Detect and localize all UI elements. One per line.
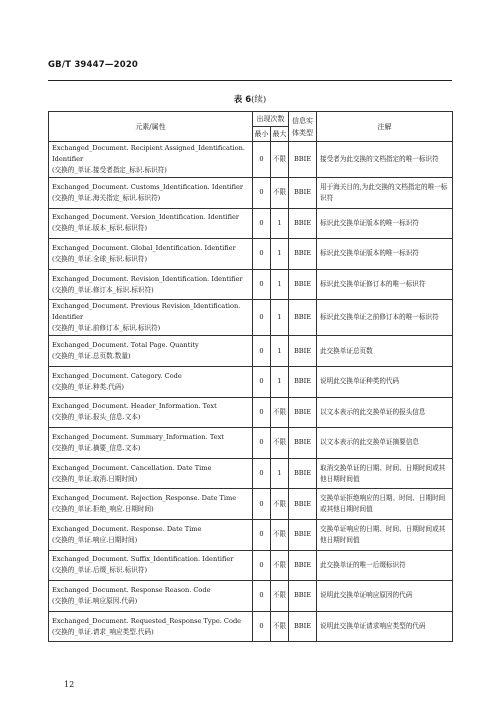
table-row — [49, 336, 453, 367]
header-note: 注解 — [317, 112, 453, 142]
element-english-name: Exchanged_Document. Header_Information. Text — [52, 402, 217, 411]
table-row — [49, 519, 453, 550]
element-chinese-name: (交换的_单证.响应原因.代码) — [52, 596, 138, 605]
table-caption — [0, 93, 500, 105]
header-info-type — [289, 112, 317, 142]
element-chinese-name: (交换的_单证.报头_信息.文本) — [52, 413, 141, 422]
header-rule — [48, 80, 452, 81]
element-cell — [49, 336, 253, 367]
element-cell — [49, 300, 253, 336]
table-row — [49, 269, 453, 300]
min-occurrence-cell: 0 — [253, 581, 271, 612]
info-type-cell: BBIE — [289, 366, 317, 397]
note-cell: 标识此交换单证版本的唯一标识符 — [317, 208, 453, 239]
note-cell: 说明此交换单证种类的代码 — [317, 366, 453, 397]
note-cell: 说明此交换单证请求响应类型的代码 — [317, 611, 453, 642]
info-type-cell: BBIE — [289, 458, 317, 489]
element-english-name: Exchanged_Document. Category. Code — [52, 371, 182, 380]
element-chinese-name: (交换的_单证.后缀_标识.标识符) — [52, 566, 148, 575]
element-english-name: Exchanged_Document. Response Reason. Code — [52, 585, 211, 594]
element-english-name: Exchanged_Document. Response. Date Time — [52, 524, 202, 533]
info-type-cell: BBIE — [289, 581, 317, 612]
max-occurrence-cell: 不限 — [271, 550, 289, 581]
min-occurrence-cell: 0 — [253, 428, 271, 459]
element-english-name: Exchanged_Document. Requested_Response Type. Code — [52, 616, 242, 625]
element-chinese-name: (交换的_单证.摘要_信息.文本) — [52, 443, 141, 452]
info-type-cell: BBIE — [289, 519, 317, 550]
element-cell — [49, 269, 253, 300]
min-occurrence-cell: 0 — [253, 366, 271, 397]
element-cell — [49, 581, 253, 612]
element-cell — [49, 178, 253, 209]
element-english-name: Exchanged_Document. Rejection_Response. Date Time — [52, 494, 237, 503]
note-cell: 此交换单证总页数 — [317, 336, 453, 367]
element-english-name: Exchanged_Document. Revision_Identification. Identifier — [52, 274, 243, 283]
max-occurrence-cell: 1 — [271, 300, 289, 336]
note-cell: 以文本表示的此交换单证摘要信息 — [317, 428, 453, 459]
table-row — [49, 489, 453, 520]
element-chinese-name: (交换的_单证.拒绝_响应.日期时间) — [52, 505, 154, 514]
table-row — [49, 142, 453, 178]
header-element: 元素/属性 — [49, 112, 253, 142]
element-chinese-name: (交换的_单证.海关指定_标识.标识符) — [52, 193, 161, 202]
min-occurrence-cell: 0 — [253, 550, 271, 581]
element-cell — [49, 142, 253, 178]
element-chinese-name: (交换的_单证.前修订本_标识.标识符) — [52, 324, 161, 333]
info-type-cell: BBIE — [289, 300, 317, 336]
note-cell: 接受者为此交换的文档指定的唯一标识符 — [317, 142, 453, 178]
note-cell: 取消交换单证的日期、时间、日期时间或其他日期时间值 — [317, 458, 453, 489]
max-occurrence-cell: 不限 — [271, 519, 289, 550]
element-chinese-name: (交换的_单证.请求_响应类型.代码) — [52, 627, 154, 636]
element-cell — [49, 519, 253, 550]
element-english-name: Exchanged_Document. Summary_Information. Text — [52, 432, 225, 441]
header-max: 最大 — [271, 127, 289, 142]
max-occurrence-cell: 不限 — [271, 489, 289, 520]
note-cell: 标识此交换单证修订本的唯一标识符 — [317, 269, 453, 300]
info-type-cell: BBIE — [289, 489, 317, 520]
element-english-name: Exchanged_Document. Cancellation. Date Time — [52, 463, 212, 472]
element-cell — [49, 239, 253, 270]
min-occurrence-cell: 0 — [253, 142, 271, 178]
element-cell — [49, 397, 253, 428]
info-type-cell: BBIE — [289, 550, 317, 581]
min-occurrence-cell: 0 — [253, 397, 271, 428]
min-occurrence-cell: 0 — [253, 458, 271, 489]
element-chinese-name: (交换的_单证.取消.日期时间) — [52, 474, 138, 483]
element-cell — [49, 366, 253, 397]
max-occurrence-cell: 不限 — [271, 581, 289, 612]
max-occurrence-cell: 不限 — [271, 611, 289, 642]
max-occurrence-cell: 1 — [271, 366, 289, 397]
table-row — [49, 581, 453, 612]
min-occurrence-cell: 0 — [253, 611, 271, 642]
max-occurrence-cell: 1 — [271, 239, 289, 270]
note-cell: 交换单证拒绝响应的日期、时间、日期时间或其他日期时间值 — [317, 489, 453, 520]
element-english-name: Exchanged_Document. Recipient Assigned_Identification. Identifier — [52, 144, 245, 163]
element-cell — [49, 550, 253, 581]
note-cell: 此交换单证的唯一后缀标识符 — [317, 550, 453, 581]
info-type-cell: BBIE — [289, 239, 317, 270]
max-occurrence-cell: 1 — [271, 336, 289, 367]
table-caption-label: 表 6 — [233, 95, 252, 105]
element-chinese-name: (交换的_单证.修订本_标识.标识符) — [52, 285, 154, 294]
element-english-name: Exchanged_Document. Version_Identification. Identifier — [52, 213, 240, 222]
header-info-type-line1: 信息实 — [292, 116, 313, 125]
element-english-name: Exchanged_Document. Previous Revision_Identification. Identifier — [52, 302, 241, 322]
table-row — [49, 397, 453, 428]
table-body — [49, 142, 453, 642]
note-cell: 交换单证响应的日期、时间、日期时间或其他日期时间值 — [317, 519, 453, 550]
element-cell — [49, 208, 253, 239]
max-occurrence-cell: 不限 — [271, 428, 289, 459]
max-occurrence-cell: 1 — [271, 269, 289, 300]
info-type-cell: BBIE — [289, 611, 317, 642]
note-cell: 用于海关目的,为此交换的文档指定的唯一标识符 — [317, 178, 453, 209]
note-cell: 说明此交换单证响应原因的代码 — [317, 581, 453, 612]
element-english-name: Exchanged_Document. Customs_Identification. Identifier — [52, 182, 244, 191]
min-occurrence-cell: 0 — [253, 269, 271, 300]
max-occurrence-cell: 不限 — [271, 142, 289, 178]
table-row — [49, 300, 453, 336]
element-chinese-name: (交换的_单证.全球_标识.标识符) — [52, 254, 148, 263]
min-occurrence-cell: 0 — [253, 489, 271, 520]
max-occurrence-cell: 不限 — [271, 178, 289, 209]
min-occurrence-cell: 0 — [253, 519, 271, 550]
info-type-cell: BBIE — [289, 397, 317, 428]
element-chinese-name: (交换的_单证.接受者指定_标识.标识符) — [52, 166, 167, 174]
note-cell: 以文本表示的此交换单证的报头信息 — [317, 397, 453, 428]
table-row — [49, 178, 453, 209]
table-row — [49, 458, 453, 489]
max-occurrence-cell: 1 — [271, 458, 289, 489]
element-english-name: Exchanged_Document. Total Page. Quantity — [52, 341, 199, 350]
min-occurrence-cell: 0 — [253, 336, 271, 367]
header-occurrence: 出现次数 — [253, 112, 289, 127]
header-min: 最小 — [253, 127, 271, 142]
info-type-cell: BBIE — [289, 428, 317, 459]
note-cell: 标识此交换单证之前修订本的唯一标识符 — [317, 300, 453, 336]
page-number: 12 — [64, 680, 75, 689]
min-occurrence-cell: 0 — [253, 208, 271, 239]
max-occurrence-cell: 1 — [271, 208, 289, 239]
element-chinese-name: (交换的_单证.响应.日期时间) — [52, 535, 138, 544]
element-english-name: Exchanged_Document. Global_Identification. Identifier — [52, 243, 236, 252]
element-chinese-name: (交换的_单证.版本_标识.标识符) — [52, 224, 148, 233]
table-row — [49, 366, 453, 397]
note-cell: 标识此交换单证版本的唯一标识符 — [317, 239, 453, 270]
info-type-cell: BBIE — [289, 178, 317, 209]
element-english-name: Exchanged_Document. Suffix_Identification. Identifier — [52, 555, 234, 564]
element-cell — [49, 611, 253, 642]
info-type-cell: BBIE — [289, 336, 317, 367]
min-occurrence-cell: 0 — [253, 178, 271, 209]
min-occurrence-cell: 0 — [253, 300, 271, 336]
element-cell — [49, 428, 253, 459]
table-row — [49, 428, 453, 459]
info-type-cell: BBIE — [289, 142, 317, 178]
element-cell — [49, 458, 253, 489]
header-info-type-line2: 体类型 — [292, 128, 313, 137]
min-occurrence-cell: 0 — [253, 239, 271, 270]
standard-code: GB/T 39447—2020 — [48, 60, 139, 70]
max-occurrence-cell: 不限 — [271, 397, 289, 428]
element-cell — [49, 489, 253, 520]
element-table — [48, 111, 453, 642]
table-row — [49, 611, 453, 642]
table-row — [49, 239, 453, 270]
element-chinese-name: (交换的_单证.种类.代码) — [52, 382, 124, 391]
info-type-cell: BBIE — [289, 208, 317, 239]
table-row — [49, 208, 453, 239]
table-caption-suffix: (续) — [251, 95, 267, 105]
element-chinese-name: (交换的_单证.总页数.数量) — [52, 352, 131, 361]
info-type-cell: BBIE — [289, 269, 317, 300]
table-row — [49, 550, 453, 581]
